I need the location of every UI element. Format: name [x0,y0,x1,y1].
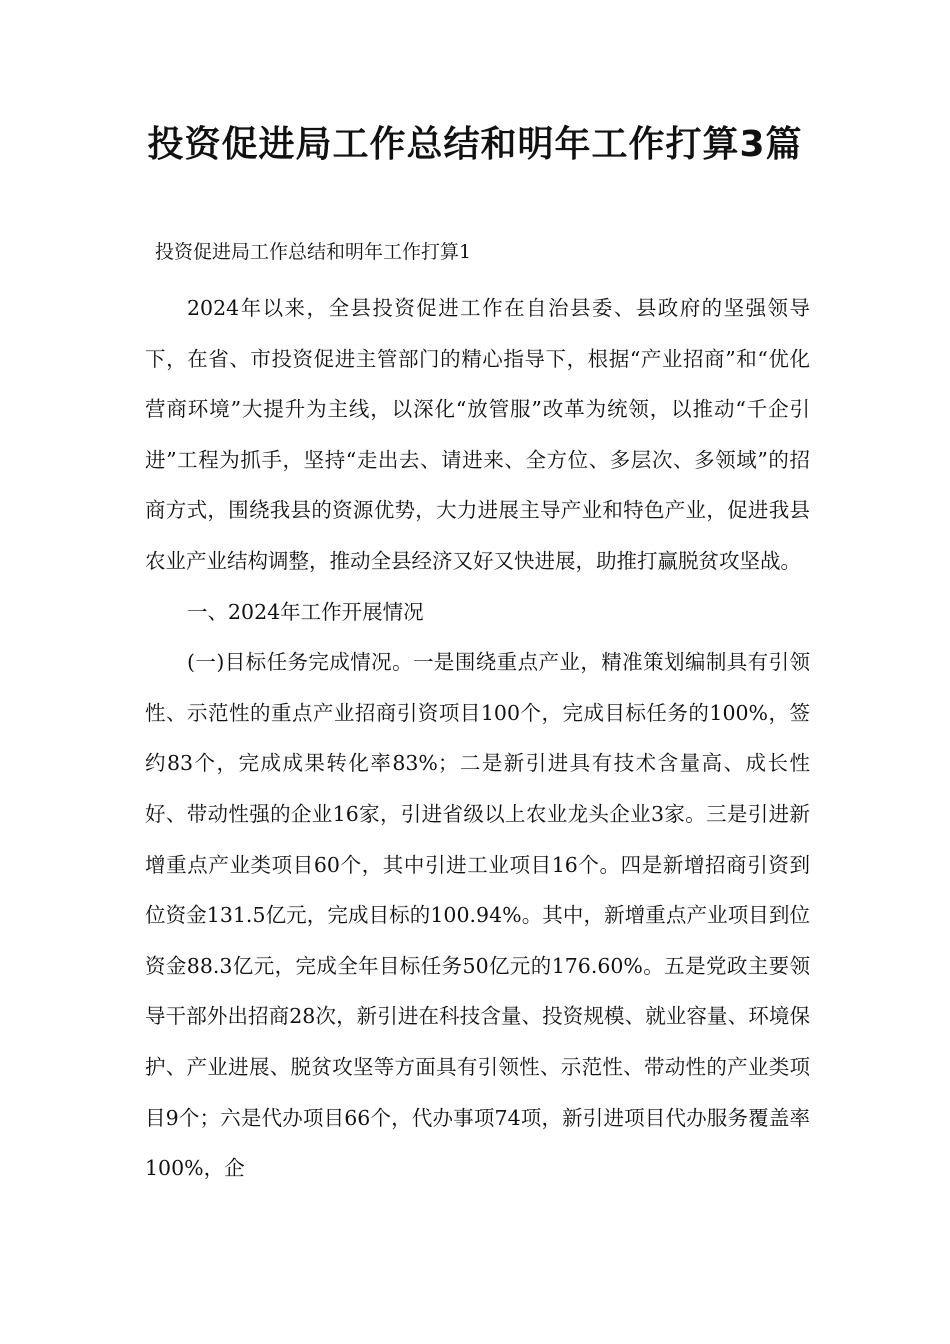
document-title: 投资促进局工作总结和明年工作打算3篇 [147,124,803,165]
document-subtitle: 投资促进局工作总结和明年工作打算1 [155,241,472,263]
paragraph-targets: (一)目标任务完成情况。一是围绕重点产业，精准策划编制具有引领性、示范性的重点产业招商引资项目100个，完成目标任务的100%，签约83个，完成成果转化率83%；二是新引进具有技术含量高、成长性好、带动性强的企业16家，引进省级以上农业龙头企业3家。三是引进新增重点产业类项目60个，其中引进工业项目16个。四是新增招商引资到位资金131.5亿元，完成目标的100.94%。其中，新增重点产业项目到位资金88.3亿元，完成全年目标任务50亿元的176.60%。五是党政主要领导干部外出招商28次，新引进在科技含量、投资规模、就业容量、环境保护、产业进展、脱贫攻坚等方面具有引领性、示范性、带动性的产业类项目9个；六是代办项目66个，代办事项74项，新引进项目代办服务覆盖率100%，企 [145,650,810,1181]
section-heading: 一、2024年工作开展情况 [187,599,424,624]
document-body [145,283,810,1194]
paragraph-intro: 2024年以来，全县投资促进工作在自治县委、县政府的坚强领导下，在省、市投资促进主管部门的精心指导下，根据“产业招商”和“优化营商环境”大提升为主线，以深化“放管服”改革为统领，以推动“千企引进”工程为抓手，坚持“走出去、请进来、全方位、多层次、多领域”的招商方式，围绕我县的资源优势，大力进展主导产业和特色产业，促进我县农业产业结构调整，推动全县经济又好又快进展，助推打赢脱贫攻坚战。 [145,296,810,573]
